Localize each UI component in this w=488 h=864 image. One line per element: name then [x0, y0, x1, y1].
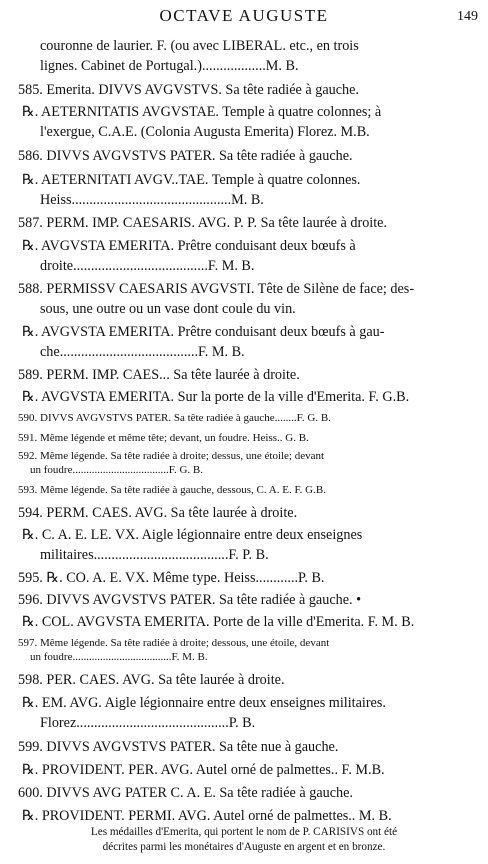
catalog-line: un foudre....................................F. M. B.: [30, 651, 208, 663]
catalog-line: 594. PERM. CAES. AVG. Sa tête laurée à droite.: [18, 505, 298, 521]
catalog-line: ℞. AVGVSTA EMERITA. Prêtre conduisant deux bœufs à gau-: [22, 324, 385, 340]
catalog-line: ℞. AVGVSTA EMERITA. Prêtre conduisant deux bœufs à: [22, 238, 356, 254]
catalog-line: l'exergue, C.A.E. (Colonia Augusta Emerita) Florez. M.B.: [40, 124, 370, 140]
catalog-line: 585. Emerita. DIVVS AVGVSTVS. Sa tête radiée à gauche.: [18, 82, 359, 98]
catalog-line: ℞. AETERNITATI AVGV..TAE. Temple à quatre colonnes.: [22, 172, 361, 188]
catalog-line: Heiss.............................................M. B.: [40, 192, 264, 208]
catalog-line: 591. Même légende et même tête; devant, un foudre. Heiss.. G. B.: [18, 432, 309, 444]
catalog-line: 588. PERMISSV CAESARIS AVGVSTI. Tête de Silène de face; des-: [18, 281, 415, 297]
catalog-line: lignes. Cabinet de Portugal.)..................M. B.: [40, 58, 299, 74]
catalog-line: couronne de laurier. F. (ou avec LIBERAL. etc., en trois: [40, 38, 359, 54]
catalog-line: 589. PERM. IMP. CAES... Sa tête laurée à droite.: [18, 367, 300, 383]
page-header: [0, 6, 488, 30]
catalog-line: ℞. PROVIDENT. PER. AVG. Autel orné de palmettes.. F. M.B.: [22, 762, 385, 778]
catalog-line: ℞. AETERNITATIS AVGVSTAE. Temple à quatre colonnes; à: [22, 104, 382, 120]
catalog-line: 590. DIVVS AVGVSTVS PATER. Sa tête radiée à gauche........F. G. B.: [18, 412, 331, 424]
catalog-line: ℞. COL. AVGVSTA EMERITA. Porte de la ville d'Emerita. F. M. B.: [22, 614, 415, 630]
catalog-line: droite......................................F. M. B.: [40, 258, 255, 274]
catalog-line: ℞. EM. AVG. Aigle légionnaire entre deux enseignes militaires.: [22, 695, 386, 711]
page-number: 149: [457, 9, 478, 24]
catalog-line: 587. PERM. IMP. CAESARIS. AVG. P. P. Sa tête laurée à droite.: [18, 215, 388, 231]
catalog-line: 596. DIVVS AVGVSTVS PATER. Sa tête radiée à gauche. •: [18, 592, 362, 608]
catalog-line: 592. Même légende. Sa tête radiée à droite; dessus, une étoile; devant: [18, 450, 325, 462]
catalog-line: ℞. PROVIDENT. PERMI. AVG. Autel orné de palmettes.. M. B.: [22, 808, 392, 824]
catalog-line: militaires......................................F. P. B.: [40, 547, 269, 563]
catalog-line: 600. DIVVS AVG PATER C. A. E. Sa tête radiée à gauche.: [18, 785, 353, 801]
catalog-line: 599. DIVVS AVGVSTVS PATER. Sa tête nue à gauche.: [18, 739, 339, 755]
catalog-line: 597. Même légende. Sa tête radiée à droite; dessous, une étoile, devant: [18, 637, 330, 649]
page-title: OCTAVE AUGUSTE: [159, 6, 329, 25]
catalog-line: ℞. C. A. E. LE. VX. Aigle légionnaire entre deux enseignes: [22, 527, 363, 543]
catalog-line: 595. ℞. CO. A. E. VX. Même type. Heiss............P. B.: [18, 570, 325, 586]
catalog-line: sous, une outre ou un vase dont coule du vin.: [40, 301, 296, 317]
catalog-line: un foudre...................................F. G. B.: [30, 464, 203, 476]
catalog-line: 598. PER. CAES. AVG. Sa tête laurée à droite.: [18, 672, 285, 688]
catalog-line: 593. Même légende. Sa tête radiée à gauche, dessous, C. A. E. F. G.B.: [18, 484, 326, 496]
catalog-line: che.......................................F. M. B.: [40, 344, 245, 360]
catalog-line: Florez...........................................P. B.: [40, 715, 256, 731]
footnote-line-1: Les médailles d'Emerita, qui portent le nom de P. CARISIVS ont été: [90, 826, 398, 838]
footnote-line-2: décrites parmi les monétaires d'Auguste en argent et en bronze.: [102, 841, 386, 853]
catalog-line: 586. DIVVS AVGVSTVS PATER. Sa tête radiée à gauche.: [18, 148, 353, 164]
catalog-line: ℞. AVGVSTA EMERITA. Sur la porte de la ville d'Emerita. F. G.B.: [22, 389, 410, 405]
